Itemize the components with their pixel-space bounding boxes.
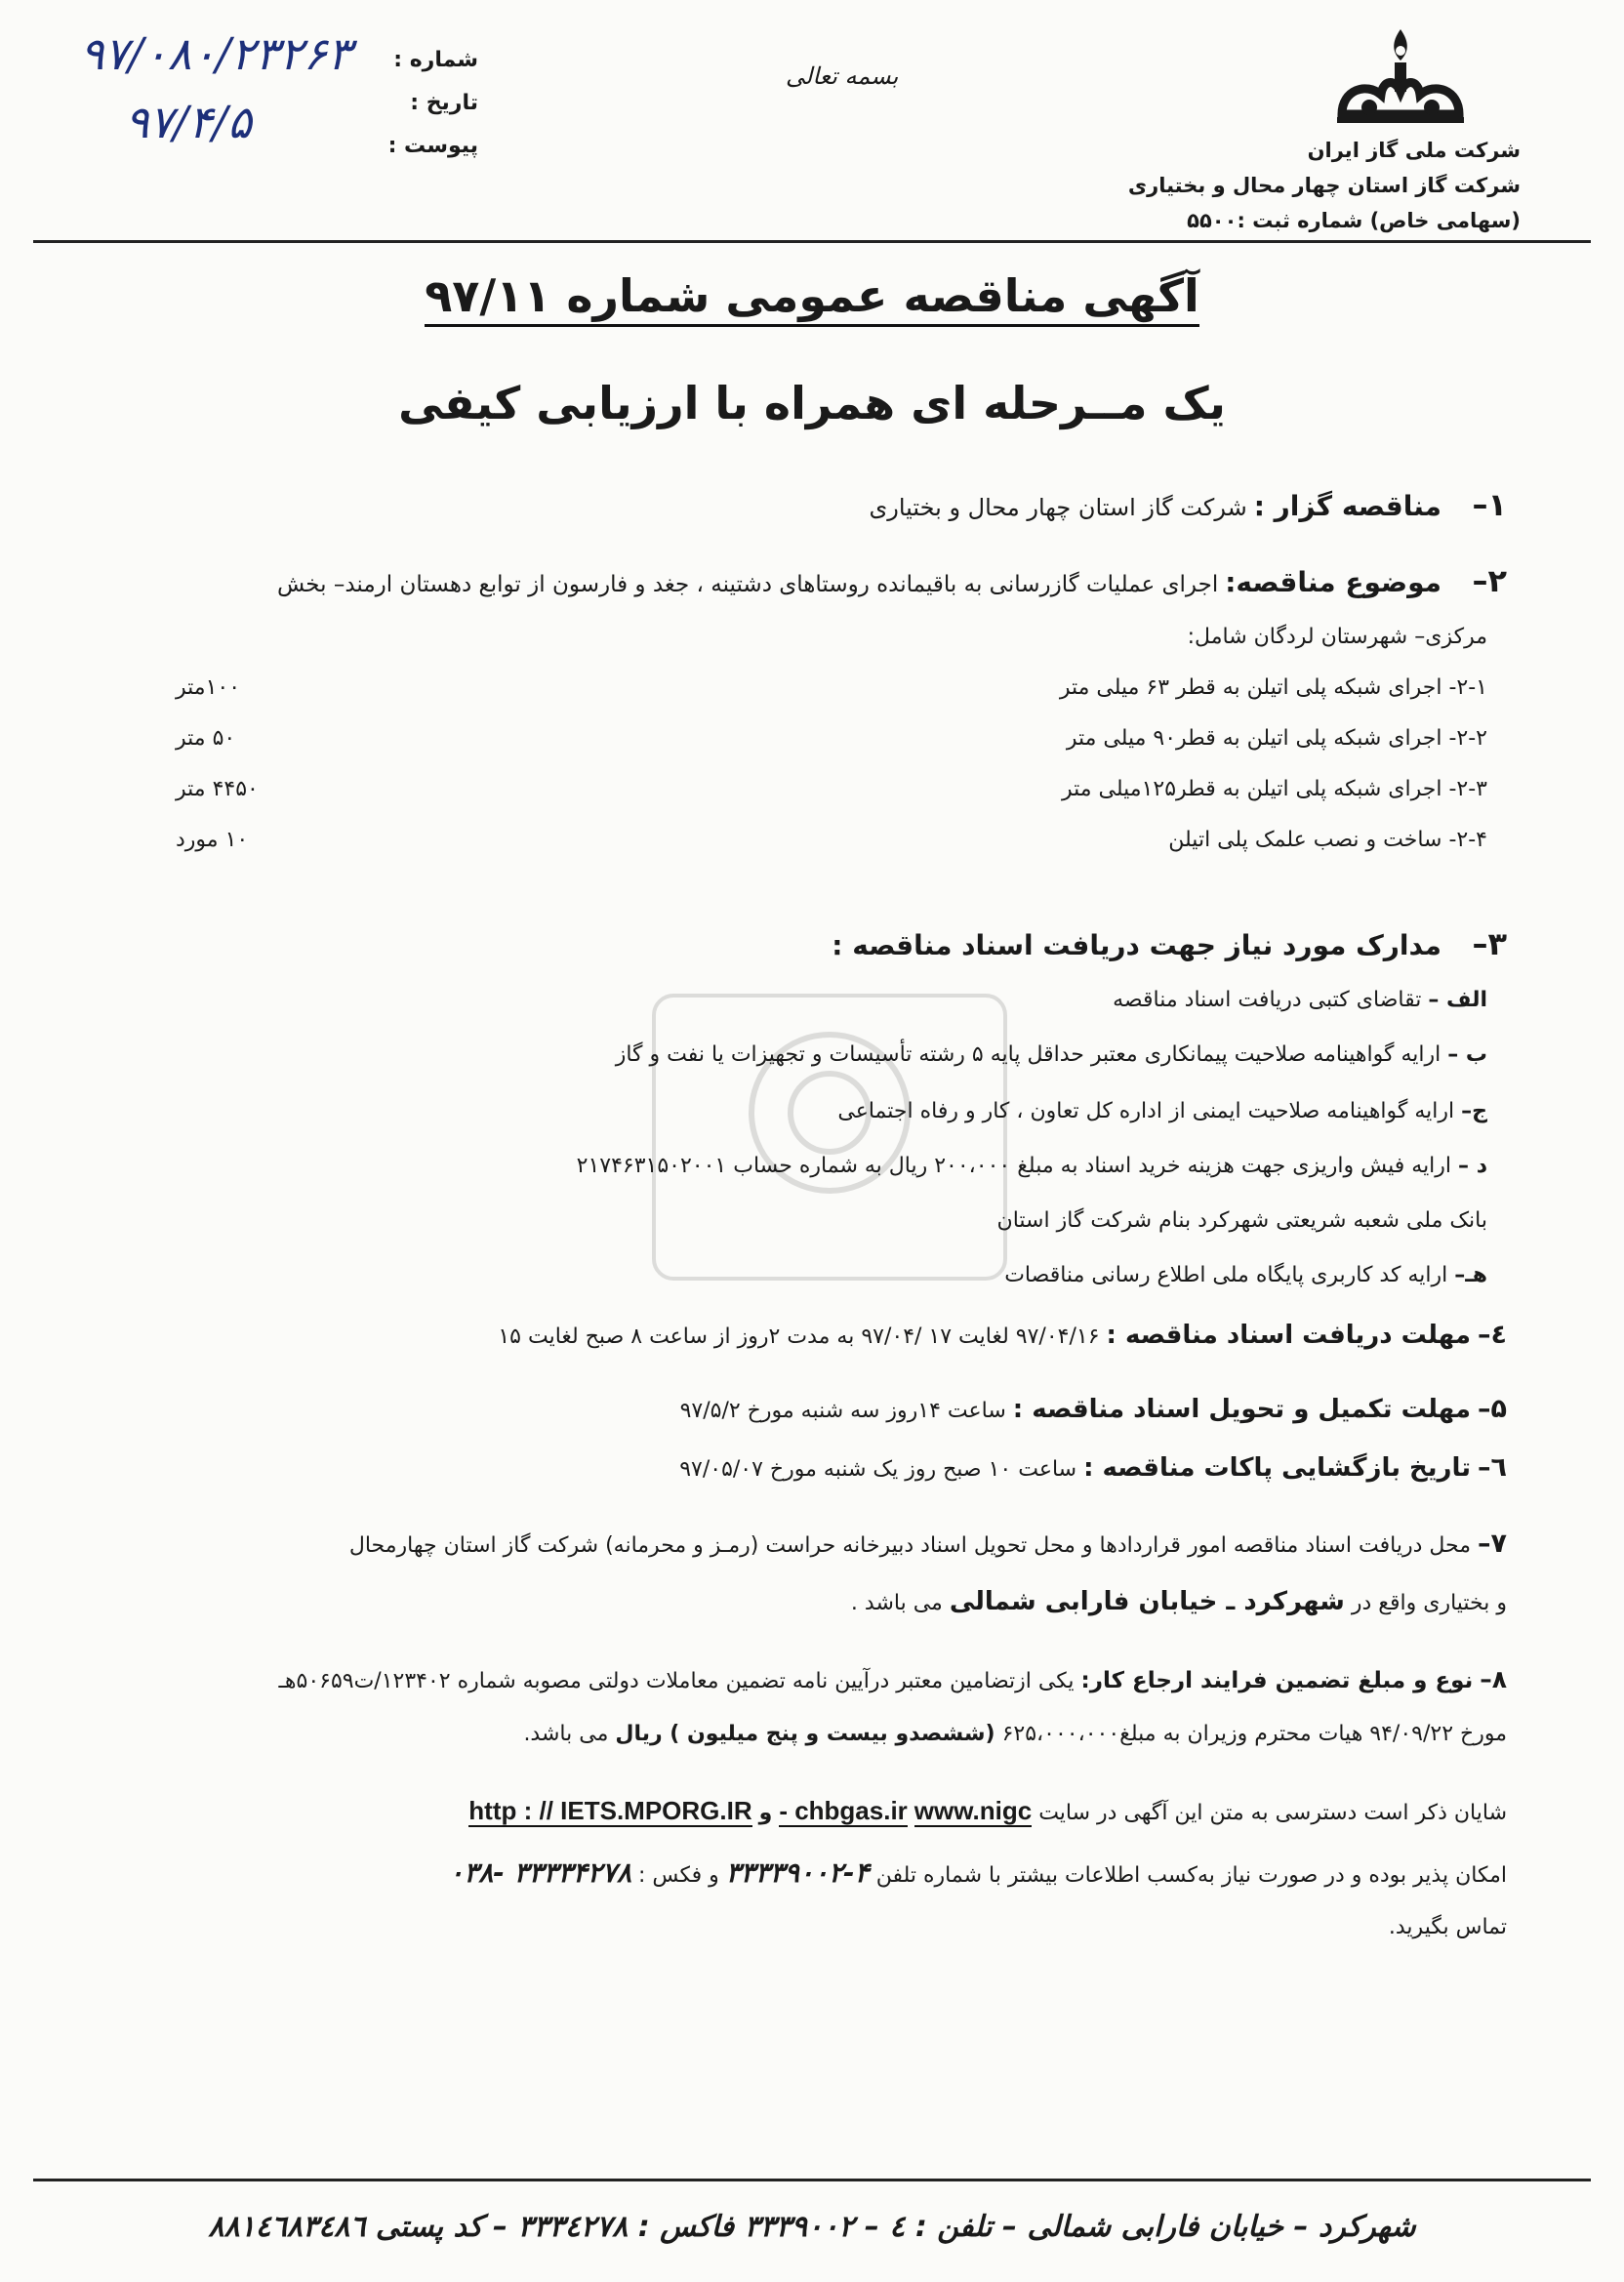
section-2-text: اجرای عملیات گازرسانی به باقیمانده روستاهای دشتینه ، جغد و فارسون از توابع دهستان ارمند– بخش — [276, 572, 1219, 597]
letter-meta — [361, 39, 478, 168]
watermark-stamp — [625, 976, 1035, 1298]
notice-title: آگهی مناقصه عمومی شماره ۹۷/۱۱ — [0, 269, 1624, 322]
footer-address: شهرکرد – خیابان فارابی شمالی – تلفن : ٤ – ۳۳۳۹۰۰۲ فاکس : ۳۳۳٤۲۷۸ – کد پستی ۸۸۱٤٦۸۳٤۸٦ — [208, 2210, 1416, 2244]
section-5: ۵– مهلت تکمیل و تحویل اسناد مناقصه : ساعت ۱۴روز سه شنبه مورخ ۹۷/۵/۲ — [679, 1394, 1507, 1424]
section-2-item-1: ۲-۱- اجرای شبکه پلی اتیلن به قطر ۶۳ میلی متر — [1059, 675, 1487, 700]
company-name-2: شرکت گاز استان چهار محال و بختیاری — [1127, 174, 1521, 197]
section-3: ۳– مدارک مورد نیاز جهت دریافت اسناد مناقصه : — [832, 925, 1507, 962]
section-2-item-2: ۲-۲- اجرای شبکه پلی اتیلن به قطر۹۰ میلی متر — [1066, 726, 1487, 751]
footer-divider — [33, 2179, 1591, 2181]
section-2-qty-1: ۱۰۰متر — [176, 675, 241, 700]
section-6: ٦– تاریخ بازگشایی پاکات مناقصه : ساعت ۱۰ صبح روز یک شنبه مورخ ۹۷/۰۵/۰۷ — [679, 1452, 1507, 1483]
section-2-qty-2: ۵۰ متر — [176, 726, 236, 751]
attachment-label: پیوست : — [387, 134, 478, 158]
section-6-text: ساعت ۱۰ صبح روز یک شنبه مورخ ۹۷/۰۵/۰۷ — [679, 1457, 1077, 1482]
section-2-label: موضوع مناقصه: — [1225, 566, 1441, 598]
section-6-label: تاریخ بازگشایی پاکات مناقصه : — [1083, 1453, 1472, 1483]
section-3-c: ج– ارایه گواهینامه صلاحیت ایمنی از اداره کل تعاون ، کار و رفاه اجتماعی — [837, 1099, 1487, 1123]
section-1-label: مناقصه گزار : — [1253, 490, 1441, 522]
section-4-text: ۹۷/۰۴/۱۶ لغایت ۱۷ /۹۷/۰۴ به مدت ۲روز از ساعت ۸ صبح لغایت ۱۵ — [498, 1324, 1100, 1349]
date-label: تاریخ : — [410, 91, 478, 115]
header-divider — [33, 240, 1591, 243]
section-2-qty-3: ۴۴۵۰ متر — [176, 777, 259, 801]
number-label: شماره : — [393, 48, 478, 72]
section-1: ۱– مناقصه گزار : شرکت گاز استان چهار محال و بختیاری — [869, 486, 1507, 523]
section-3-e: هـ– ارایه کد کاربری پایگاه ملی اطلاع رسانی مناقصات — [1004, 1263, 1487, 1287]
section-5-label: مهلت تکمیل و تحویل اسناد مناقصه : — [1012, 1395, 1472, 1424]
section-3-a: الف – تقاضای کتبی دریافت اسناد مناقصه — [1113, 988, 1487, 1012]
section-2-text-cont: مرکزی– شهرستان لردگان شامل: — [1187, 625, 1487, 649]
website-iets-link[interactable]: http : // IETS.MPORG.IR — [468, 1796, 752, 1825]
section-8-label: نوع و مبلغ تضمین فرایند ارجاع کار: — [1080, 1668, 1474, 1693]
section-3-d: د – ارایه فیش واریزی جهت هزینه خرید اسناد به مبلغ ۲۰۰،۰۰۰ ریال به شماره حساب ۲۱۷۴۶۳۱۵۰۲۰۰۱ — [576, 1154, 1487, 1178]
section-2: ۲– موضوع مناقصه: اجرای عملیات گازرسانی به باقیمانده روستاهای دشتینه ، جغد و فارسون از توابع دهستان ارمند– بخش — [276, 562, 1507, 599]
basmala: بسمه تعالی — [786, 62, 899, 90]
company-name-1: شرکت ملی گاز ایران — [1307, 139, 1521, 162]
section-3-label: مدارک مورد نیاز جهت دریافت اسناد مناقصه : — [832, 929, 1441, 961]
section-7-text: محل دریافت اسناد مناقصه امور قراردادها و محل تحویل اسناد دبیرخانه حراست (رمـز و محرمانه) شرکت گاز استان چهارمحال — [348, 1533, 1472, 1558]
website-chbgas-link[interactable]: chbgas.ir — [794, 1796, 908, 1825]
fax-number: ۳۳۳۳۴۲۷۸ -۰۳۸ — [449, 1856, 631, 1889]
section-4: ٤– مهلت دریافت اسناد مناقصه : ۹۷/۰۴/۱۶ لغایت ۱۷ /۹۷/۰۴ به مدت ۲روز از ساعت ۸ صبح لغایت ۱۵ — [498, 1320, 1507, 1350]
phone-number: ۴-۳۳۳۳۹۰۰۲ — [725, 1856, 870, 1889]
section-3-b: ب – ارایه گواهینامه صلاحیت پیمانکاری معتبر حداقل پایه ۵ رشته تأسیسات و تجهیزات یا نفت و گاز — [615, 1042, 1487, 1067]
section-8-amount: (ششصدو بیست و پنج میلیون ) ریال — [615, 1722, 995, 1746]
section-7-cont: و بختیاری واقع در شهرکرد ـ خیابان فارابی شمالی می باشد . — [850, 1587, 1507, 1616]
section-2-qty-4: ۱۰ مورد — [176, 828, 249, 852]
nigc-logo — [1322, 21, 1479, 139]
section-2-item-3: ۲-۳- اجرای شبکه پلی اتیلن به قطر۱۲۵میلی متر — [1061, 777, 1487, 801]
section-8: ۸– نوع و مبلغ تضمین فرایند ارجاع کار: یکی ازتضامین معتبر درآیین نامه تضمین معاملات دولتی مصوبه شماره ۱۲۳۴۰۲/ت۵۰۶۵۹هـ — [278, 1665, 1507, 1693]
notice-subtitle: یک مــرحله ای همراه با ارزیابی کیفی — [398, 377, 1226, 429]
section-8-cont: مورخ ۹۴/۰۹/۲۲ هیات محترم وزیران به مبلغ۶۲۵،۰۰۰،۰۰۰ (ششصدو بیست و پنج میلیون ) ریال می باشد. — [523, 1722, 1507, 1746]
section-7: ۷– محل دریافت اسناد مناقصه امور قراردادها و محل تحویل اسناد دبیرخانه حراست (رمـز و محرمانه) شرکت گاز استان چهارمحال — [348, 1528, 1507, 1559]
section-5-text: ساعت ۱۴روز سه شنبه مورخ ۹۷/۵/۲ — [679, 1399, 1006, 1423]
section-3-d-cont: بانک ملی شعبه شریعتی شهرکرد بنام شرکت گاز استان — [996, 1208, 1487, 1233]
section-8-text: یکی ازتضامین معتبر درآیین نامه تضمین معاملات دولتی مصوبه شماره ۱۲۳۴۰۲/ت۵۰۶۵۹هـ — [278, 1669, 1075, 1693]
website-nigc-link[interactable]: www.nigc - — [779, 1796, 1033, 1825]
section-2-item-4: ۲-۴- ساخت و نصب علمک پلی اتیلن — [1168, 828, 1487, 852]
section-1-text: شرکت گاز استان چهار محال و بختیاری — [869, 494, 1247, 521]
handwritten-number: ۹۷/۰۸۰/۲۳۲۶۳ — [80, 27, 352, 80]
company-registration: (سهامی خاص) شماره ثبت :۵۵۰۰ — [1187, 209, 1521, 232]
note-line-2: امکان پذیر بوده و در صورت نیاز به‌کسب اطلاعات بیشتر با شماره تلفن ۴-۳۳۳۳۹۰۰۲ و فکس : ۳۳۳۳۴۲۷۸ -۰۳۸ — [449, 1856, 1507, 1889]
company-block — [1033, 133, 1521, 238]
section-7-address: شهرکرد ـ خیابان فارابی شمالی — [949, 1587, 1345, 1616]
section-4-label: مهلت دریافت اسناد مناقصه : — [1106, 1321, 1472, 1350]
note-line-1: شایان ذکر است دسترسی به متن این آگهی در سایت chbgas.ir www.nigc - و http : // IETS.MPORG.IR — [468, 1796, 1507, 1825]
handwritten-date: ۹۷/۴/۵ — [125, 96, 252, 148]
note-line-3: تماس بگیرید. — [1388, 1915, 1507, 1939]
